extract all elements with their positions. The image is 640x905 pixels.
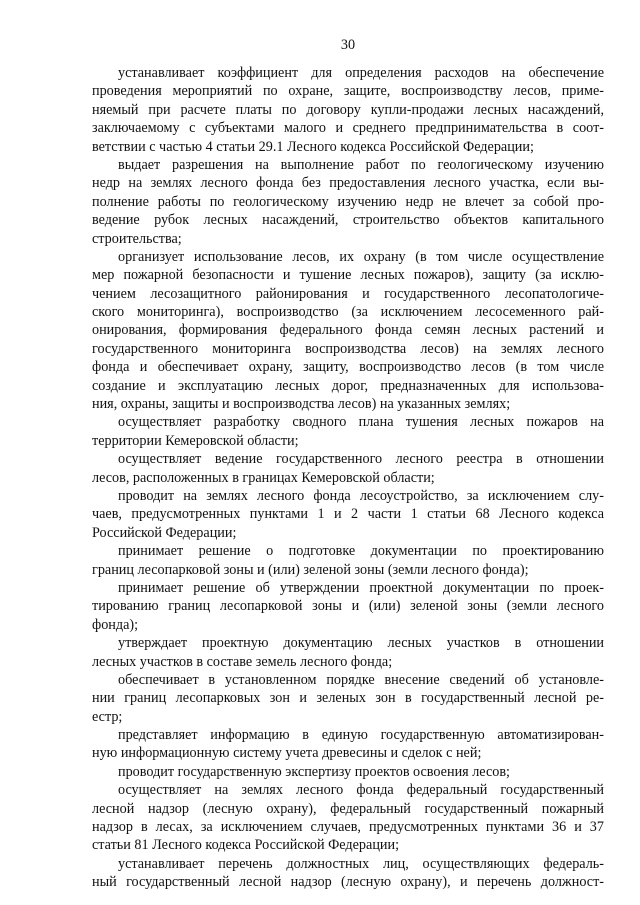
text-line: фонда и обеспечивает охрану, защиту, воспроизводство лесов (в том числе — [92, 359, 604, 376]
text-line: Российской Федерации; — [92, 524, 237, 541]
text-line: проведения мероприятий по охране, защите, воспроизводству лесов, приме- — [92, 83, 604, 100]
text-line: организует использование лесов, их охрану (в том числе осуществление — [118, 248, 604, 265]
text-line: нии границ лесопарковых зон и зеленых зон в государственный лесной ре- — [92, 690, 604, 707]
text-line: фонда); — [92, 616, 139, 633]
text-line: ния, охраны, защиты и воспроизводства лесов) на указанных землях; — [92, 396, 511, 413]
text-line: естр; — [92, 708, 123, 725]
text-line: полнение работы по геологическому изучению недр не влечет за собой про- — [92, 193, 604, 210]
text-line: обеспечивает в установленном порядке внесение сведений об установле- — [118, 671, 604, 688]
text-line: ского мониторинга), воспроизводство (за исключением лесосеменного рай- — [92, 304, 604, 321]
text-line: лесной надзор (лесную охрану), федеральный государственный пожарный — [92, 800, 604, 817]
text-line: лесных участков в составе земель лесного фонда; — [92, 653, 393, 670]
text-line: проводит государственную экспертизу проектов освоения лесов; — [118, 763, 510, 780]
text-line: ный государственный лесной надзор (лесную охрану), и перечень должност- — [92, 874, 604, 891]
paragraph — [92, 634, 604, 671]
paragraph — [92, 579, 604, 634]
text-line: устанавливает перечень должностных лиц, осуществляющих федераль- — [118, 855, 604, 872]
text-line: принимает решение об утверждении проектной документации по проек- — [118, 579, 604, 596]
paragraph — [92, 763, 604, 781]
page-number: 30 — [340, 37, 356, 53]
text-line: создание и эксплуатацию лесных дорог, предназначенных для использова- — [92, 377, 604, 394]
paragraph — [92, 671, 604, 726]
text-line: чением лесозащитного районирования и государственного лесопатологиче- — [92, 285, 604, 302]
text-line: устанавливает коэффициент для определения расходов на обеспечение — [118, 65, 604, 81]
paragraph — [92, 248, 604, 414]
text-line: онирования, формирования федерального фонда семян лесных растений и — [92, 322, 604, 339]
text-line: ведение рубок лесных насаждений, строительство объектов капитального — [92, 212, 604, 229]
text-line: выдает разрешения на выполнение работ по геологическому изучению — [118, 156, 604, 173]
text-line: принимает решение о подготовке документации по проектированию — [118, 543, 604, 560]
text-line: утверждает проектную документацию лесных участков в отношении — [118, 635, 604, 652]
paragraph — [92, 726, 604, 763]
paragraph — [92, 156, 604, 248]
text-line: ную информационную систему учета древесины и сделок с ней; — [92, 745, 482, 762]
paragraph — [92, 487, 604, 542]
text-line: няемый при расчете платы по договору купли-продажи лесных насаждений, — [92, 101, 604, 118]
text-line: недр на землях лесного фонда без предоставления лесного участка, если вы- — [92, 175, 604, 192]
text-line: статьи 81 Лесного кодекса Российской Федерации; — [92, 837, 400, 854]
text-line: надзор в лесах, за исключением случаев, предусмотренных пунктами 36 и 37 — [92, 819, 604, 836]
text-line: заключаемому с субъектами малого и среднего предпринимательства в соот- — [92, 120, 604, 137]
text-line: строительства; — [92, 230, 182, 247]
paragraph — [92, 450, 604, 487]
text-line: мер пожарной безопасности и тушение лесных пожаров), защиту (за исклю- — [92, 267, 604, 284]
paragraph — [92, 781, 604, 855]
text-line: чаев, предусмотренных пунктами 1 и 2 части 1 статьи 68 Лесного кодекса — [92, 506, 604, 523]
text-line: ветствии с частью 4 статьи 29.1 Лесного кодекса Российской Федерации; — [92, 138, 534, 155]
paragraph — [92, 64, 604, 156]
document-body — [92, 64, 604, 892]
paragraph — [92, 855, 604, 892]
text-line: осуществляет разработку сводного плана тушения лесных пожаров на — [118, 414, 604, 431]
text-line: осуществляет на землях лесного фонда федеральный государственный — [118, 782, 604, 799]
paragraph — [92, 542, 604, 579]
text-line: территории Кемеровской области; — [92, 432, 299, 449]
text-line: представляет информацию в единую государственную автоматизирован- — [118, 727, 604, 744]
paragraph — [92, 413, 604, 450]
text-line: границ лесопарковой зоны и (или) зеленой зоны (земли лесного фонда); — [92, 561, 529, 578]
text-line: государственного мониторинга воспроизводства лесов) на землях лесного — [92, 340, 604, 357]
text-line: осуществляет ведение государственного лесного реестра в отношении — [118, 451, 604, 468]
text-line: проводит на землях лесного фонда лесоустройство, за исключением слу- — [118, 487, 604, 504]
text-line: лесов, расположенных в границах Кемеровской области; — [92, 469, 435, 486]
text-line: тированию границ лесопарковой зоны и (или) зеленой зоны (земли лесного — [92, 598, 604, 615]
